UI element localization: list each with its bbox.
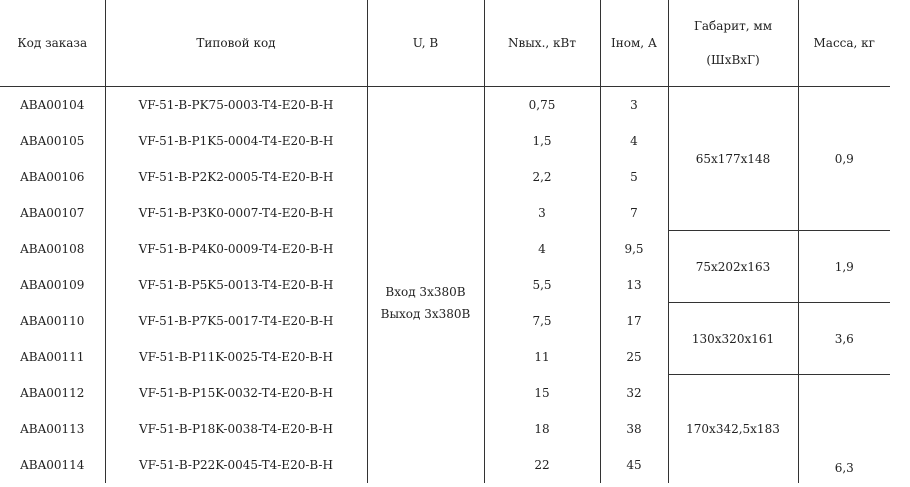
type-code-cell: VF-51-B-P4K0-0009-T4-E20-B-H — [105, 231, 367, 267]
order-code-cell: ABA00109 — [20, 277, 85, 292]
type-code-cell: VF-51-B-P2K2-0005-T4-E20-B-H — [105, 159, 367, 195]
order-code-cell: ABA00110 — [20, 313, 85, 328]
power-cell: 15 — [484, 375, 600, 411]
type-code-cell: VF-51-B-P7K5-0017-T4-E20-B-H — [105, 303, 367, 339]
order-code-cell: ABA00112 — [20, 385, 85, 400]
order-code-cell: ABA00106 — [20, 169, 85, 184]
type-code-cell: VF-51-B-P22K-0045-T4-E20-B-H — [105, 447, 367, 483]
current-cell: 3 — [600, 87, 668, 123]
order-code-cell: ABA00114 — [20, 457, 85, 472]
current-cell: 38 — [600, 411, 668, 447]
dimensions-cell: 130х320х161 — [668, 303, 798, 375]
dimensions-cell: 65х177х148 — [668, 87, 798, 231]
order-code-cell: ABA00111 — [20, 349, 85, 364]
power-cell: 2,2 — [484, 159, 600, 195]
type-code-cell: VF-51-B-PK75-0003-T4-E20-B-H — [105, 87, 367, 123]
header-dimensions — [668, 0, 798, 87]
dimensions-cell: 75х202х163 — [668, 231, 798, 303]
current-cell: 4 — [600, 123, 668, 159]
power-cell: 22 — [484, 447, 600, 483]
type-code-cell: VF-51-B-P11K-0025-T4-E20-B-H — [105, 339, 367, 375]
order-code-cell: ABA00104 — [20, 97, 85, 112]
current-cell: 25 — [600, 339, 668, 375]
power-cell: 1,5 — [484, 123, 600, 159]
current-cell: 45 — [600, 447, 668, 483]
header-row — [0, 0, 890, 87]
header-dimensions-title: Габарит, мм — [693, 19, 773, 33]
power-cell: 18 — [484, 411, 600, 447]
mass-cell — [798, 375, 890, 483]
order-code-cell: ABA00108 — [20, 241, 85, 256]
current-cell: 13 — [600, 267, 668, 303]
table-row — [0, 87, 890, 123]
voltage-output: Выход 3х380В — [380, 306, 471, 321]
voltage-input: Вход 3х380В — [385, 284, 466, 299]
mass-cell: 1,9 — [798, 231, 890, 303]
header-type-code: Типовой код — [105, 0, 367, 87]
header-power: Nвых., кВт — [484, 0, 600, 87]
type-code-cell: VF-51-B-P18K-0038-T4-E20-B-H — [105, 411, 367, 447]
power-cell: 5,5 — [484, 267, 600, 303]
header-order-code: Код заказа — [0, 0, 105, 87]
type-code-cell: VF-51-B-P5K5-0013-T4-E20-B-H — [105, 267, 367, 303]
power-cell: 0,75 — [484, 87, 600, 123]
type-code-cell: VF-51-B-P3K0-0007-T4-E20-B-H — [105, 195, 367, 231]
dimensions-cell: 170х342,5х183 — [668, 375, 798, 483]
power-cell: 11 — [484, 339, 600, 375]
order-code-cell: ABA00107 — [20, 205, 85, 220]
current-cell: 5 — [600, 159, 668, 195]
current-cell: 17 — [600, 303, 668, 339]
header-voltage: U, В — [367, 0, 484, 87]
power-cell: 4 — [484, 231, 600, 267]
power-cell: 7,5 — [484, 303, 600, 339]
header-dimensions-units: (ШхВхГ) — [706, 53, 760, 67]
type-code-cell: VF-51-B-P1K5-0004-T4-E20-B-H — [105, 123, 367, 159]
mass-value: 6,3 — [834, 460, 854, 475]
power-cell: 3 — [484, 195, 600, 231]
order-code-cell: ABA00105 — [20, 133, 85, 148]
voltage-cell — [367, 87, 484, 483]
order-code-cell: ABA00113 — [20, 421, 85, 436]
header-mass: Масса, кг — [798, 0, 890, 87]
type-code-cell: VF-51-B-P15K-0032-T4-E20-B-H — [105, 375, 367, 411]
current-cell: 7 — [600, 195, 668, 231]
current-cell: 9,5 — [600, 231, 668, 267]
mass-cell: 3,6 — [798, 303, 890, 375]
header-current: Iном, А — [600, 0, 668, 87]
current-cell: 32 — [600, 375, 668, 411]
mass-cell: 0,9 — [798, 87, 890, 231]
